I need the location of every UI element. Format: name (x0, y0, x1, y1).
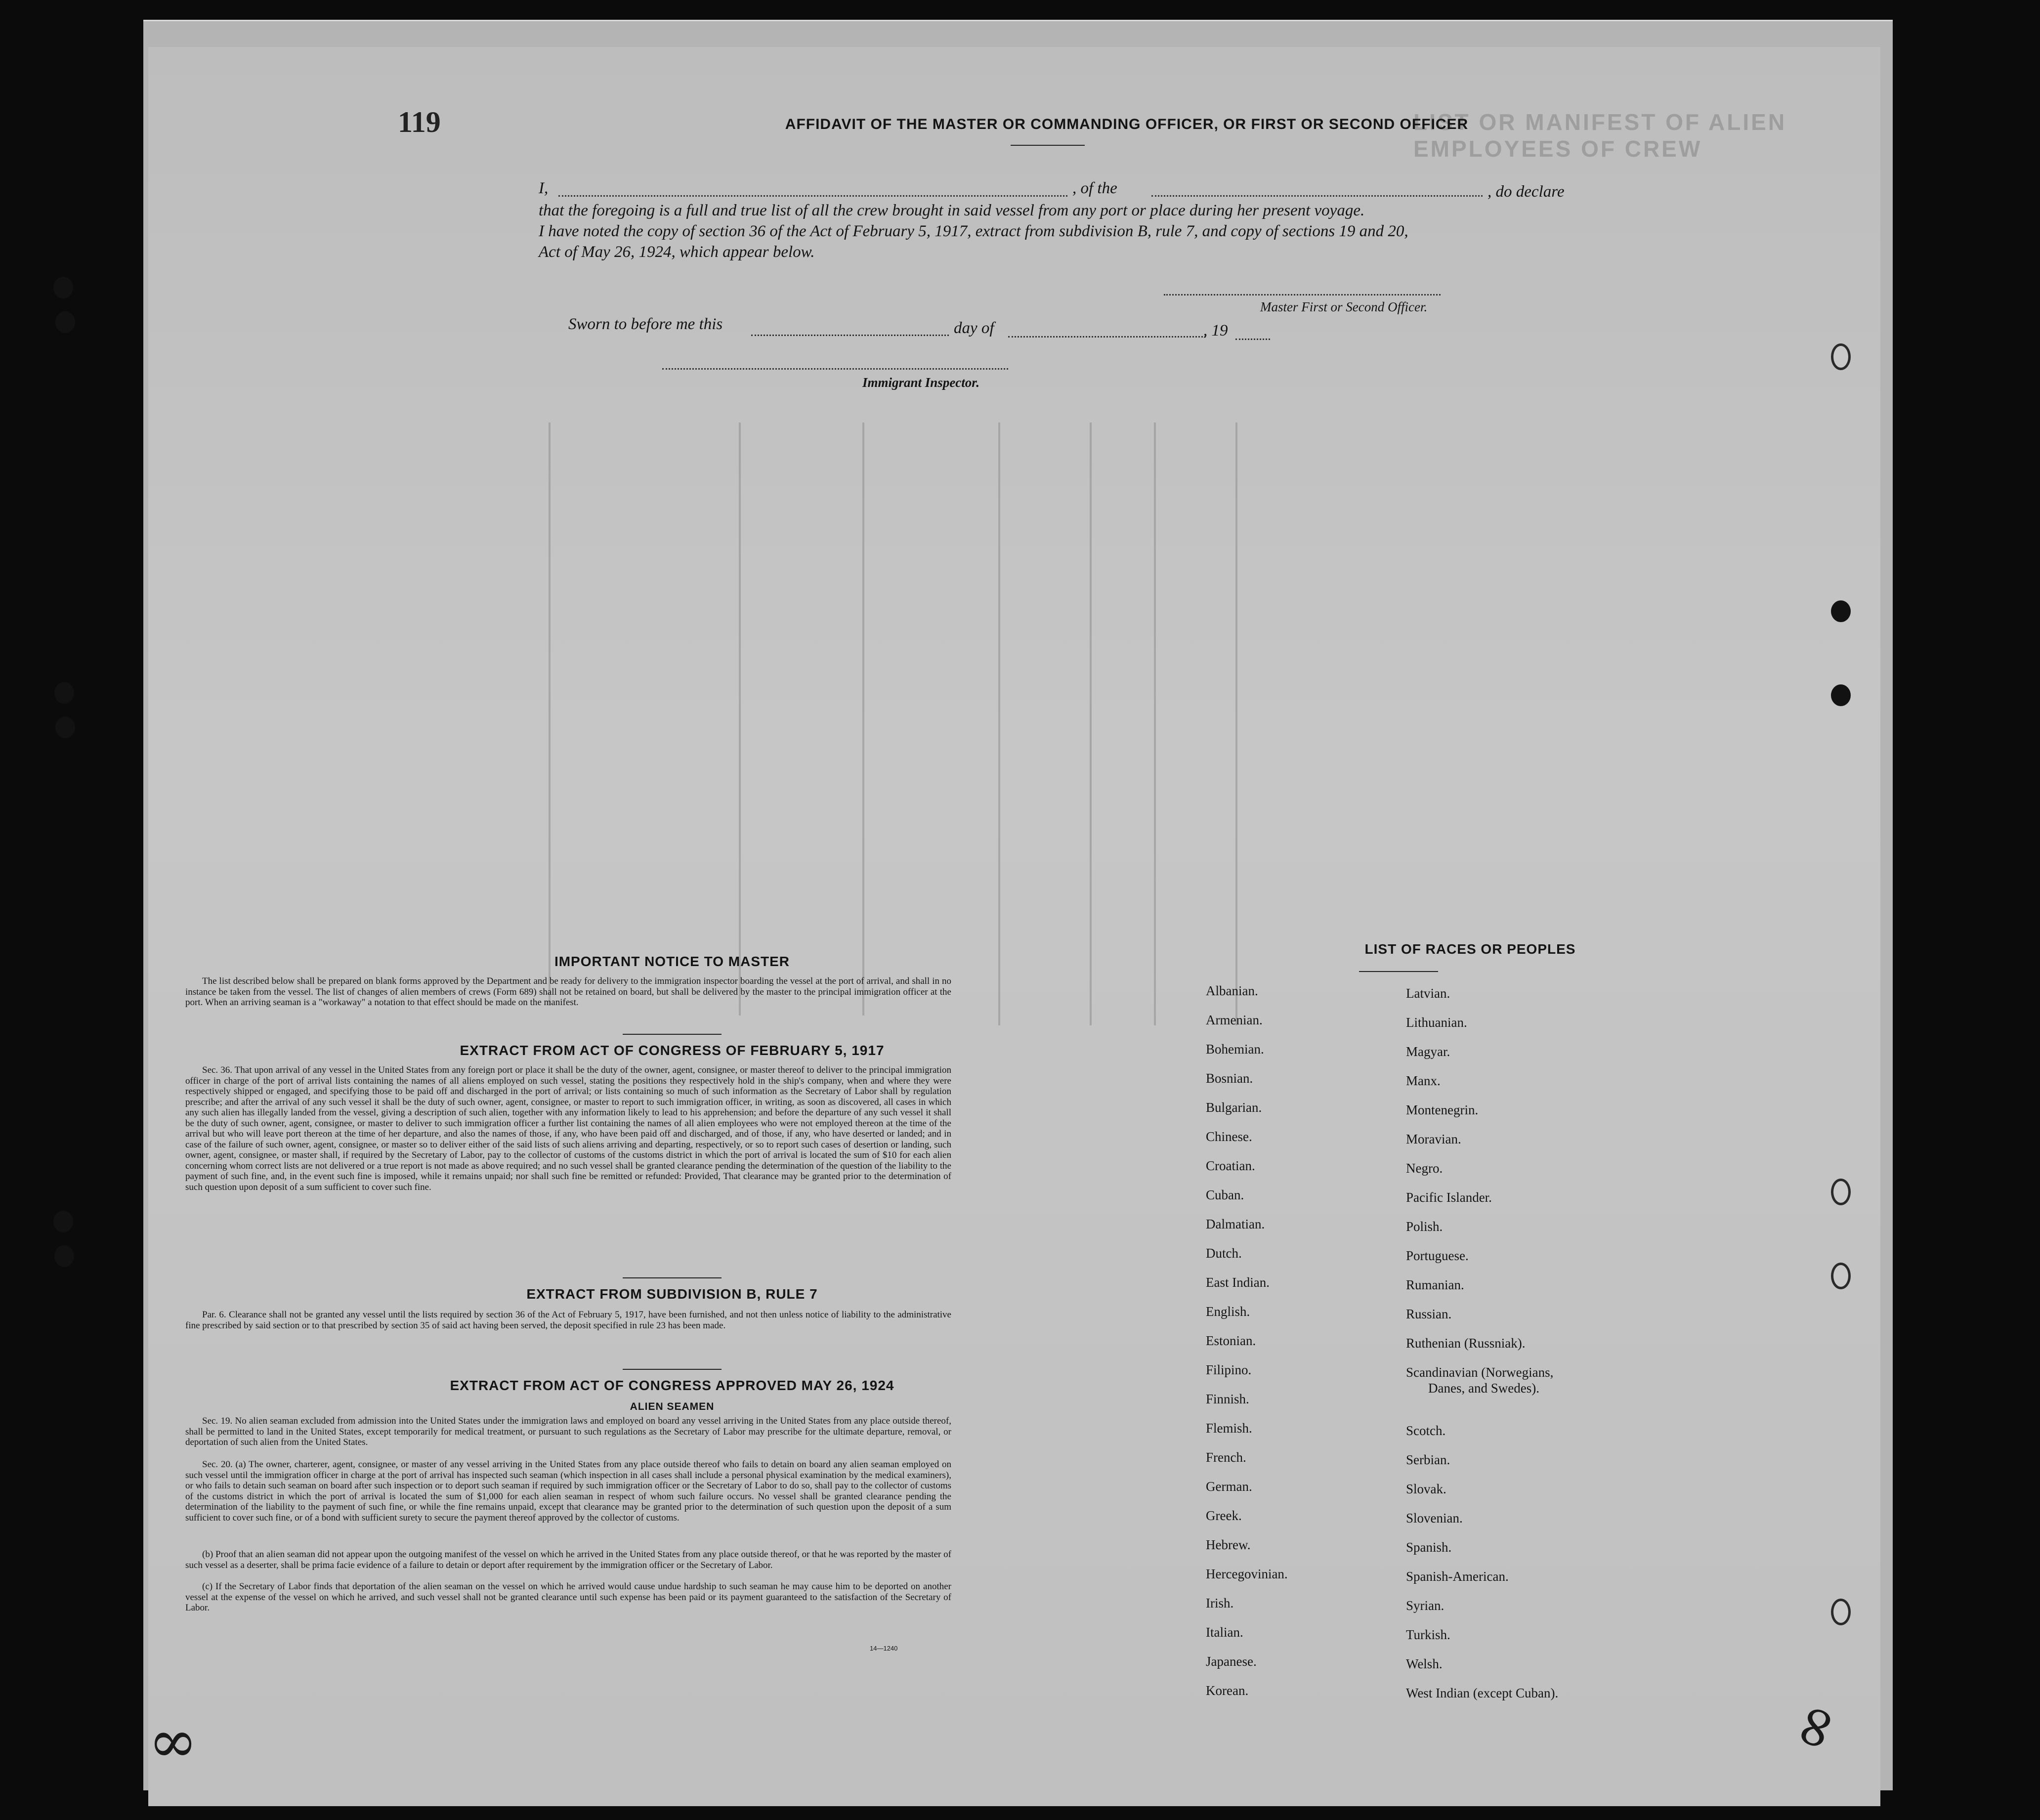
rule-7-text: Par. 6. Clearance shall not be granted any vessel until the lists required by section 36 of the Act of February 5, 1917, have been furnished, and not then unless notice of liability to the administrative fine prescribed by said section or to that prescribed by section 35 of said act having been served, the deposit specified in rule 23 has been made. (185, 1310, 951, 1331)
bleed-through-rule (1154, 423, 1156, 1025)
race-item: Slovak. (1406, 1481, 1446, 1496)
race-item: Serbian. (1406, 1452, 1450, 1467)
inspector-signature-line[interactable] (662, 368, 1008, 370)
bleed-through-heading: LIST OR MANIFEST OF ALIEN EMPLOYEES OF CREW (1413, 109, 1787, 162)
divider (1011, 145, 1085, 146)
race-item: Armenian. (1206, 1013, 1263, 1027)
race-item: Irish. (1206, 1596, 1234, 1610)
race-item: Ruthenian (Russniak). (1406, 1336, 1526, 1351)
bleed-through-rule (549, 423, 551, 1006)
race-item: Estonian. (1206, 1333, 1256, 1348)
race-item: Magyar. (1406, 1044, 1450, 1059)
form-number: 14—1240 (870, 1645, 898, 1652)
handwritten-mark: ∞ (1773, 1692, 1855, 1762)
punch-hole (1831, 600, 1851, 622)
race-item: Bosnian. (1206, 1071, 1253, 1086)
handwritten-mark: ∞ (148, 1707, 198, 1776)
race-item: Scandinavian (Norwegians, (1406, 1365, 1554, 1380)
race-item: Japanese. (1206, 1654, 1257, 1669)
notice-text: The list described below shall be prepared on blank forms approved by the Department and be ready for delivery to the immigration inspector boarding the vessel at the port of arrival, and shall in no instance be taken from the vessel. The list of changes of alien members of crews (Form 689) shall not be retained on board, but shall be delivered by the master to the principal immigration officer at the port. When an arriving seaman is a "workaway" a notation to that effect should be made on the manifest. (185, 976, 951, 1008)
affidavit-title: AFFIDAVIT OF THE MASTER OR COMMANDING OFFICER, OR FIRST OR SECOND OFFICER (785, 116, 1469, 132)
alien-seamen-subtitle: ALIEN SEAMEN (630, 1401, 715, 1412)
affidavit-page (148, 47, 1880, 1806)
race-item: Croatian. (1206, 1158, 1255, 1173)
affidavit-do-declare: , do declare (1488, 183, 1565, 201)
race-item: Dutch. (1206, 1246, 1242, 1261)
punch-hole (54, 682, 74, 704)
race-item: Danes, and Swedes). (1428, 1381, 1539, 1396)
race-item: West Indian (except Cuban). (1406, 1686, 1559, 1700)
punch-hole (53, 277, 73, 298)
race-item: Negro. (1406, 1161, 1443, 1176)
race-item: Cuban. (1206, 1187, 1244, 1202)
race-item: Finnish. (1206, 1392, 1249, 1406)
bleed-through-rule (739, 423, 741, 1016)
affidavit-line-2: that the foregoing is a full and true list of all the crew brought in said vessel from any port or place during her present voyage. (539, 202, 1365, 219)
punch-hole (54, 1245, 74, 1267)
race-item: Bohemian. (1206, 1042, 1264, 1057)
extract-1917-title: EXTRACT FROM ACT OF CONGRESS OF FEBRUARY 5, 1917 (460, 1043, 885, 1058)
race-item: Korean. (1206, 1683, 1249, 1698)
race-item: Moravian. (1406, 1132, 1461, 1146)
bleed-through-rule (998, 423, 1000, 1025)
master-signature-label: Master First or Second Officer. (1260, 299, 1428, 314)
race-item: Polish. (1406, 1219, 1443, 1234)
vessel-blank[interactable] (1151, 195, 1483, 197)
bleed-through-rule (862, 423, 864, 1016)
notice-title: IMPORTANT NOTICE TO MASTER (554, 954, 790, 969)
sworn-day-blank[interactable] (751, 335, 949, 336)
day-of-label: day of (954, 319, 994, 337)
master-signature-line[interactable] (1164, 294, 1441, 296)
race-item: French. (1206, 1450, 1246, 1465)
affidavit-line-4: Act of May 26, 1924, which appear below. (539, 243, 815, 261)
divider (1359, 971, 1438, 972)
year-prefix: , 19 (1203, 322, 1228, 339)
punch-hole (1831, 684, 1851, 706)
race-item: Latvian. (1406, 986, 1450, 1001)
divider (623, 1034, 722, 1035)
race-item: Turkish. (1406, 1627, 1450, 1642)
race-item: Greek. (1206, 1508, 1242, 1523)
race-item: Bulgarian. (1206, 1100, 1262, 1115)
extract-1917-text: Sec. 36. That upon arrival of any vessel in the United States from any foreign port or place it shall be the duty of the owner, agent, consignee, or master thereof to deliver to the principal immigration officer in charge of the port of arrival lists containing the names of all aliens employed on such vessel, stating the positions they respectively hold in the ship's company, when and where they were respectively shipped or engaged, and specifying those to be paid off and discharged in the port of arrival; or lists containing so much of such information as the Secretary of Labor shall by regulation prescribe; and after the arrival of any such vessel it shall be the duty of such owner, agent, consignee, or master to report to such immigration officer, in writing, as soon as discovered, all cases in which any such alien has illegally landed from the vessel, giving a description of such alien, together with any information likely to lead to his apprehension; and before the departure of any such vessel it shall be the duty of such owner, agent, consignee, or master to deliver to such immigration officer a further list containing the names of all alien employees who were not employed thereon at the time of the arrival but who will leave port thereon at the time of her departure, and also the names of those, if any, who have been paid off and discharged, and of those, if any, who have deserted or landed; and in case of the failure of such owner, agent, consignee, or master so to deliver either of the said lists of such aliens arriving and departing, respectively, or so to report such cases of desertion or landing, such owner, agent, consignee, or master shall, if required by the Secretary of Labor, pay to the collector of customs of the customs district in which the port of arrival is located the sum of $10 for each alien concerning whom correct lists are not delivered or a true report is not made as above required; and no such vessel shall be granted clearance pending the determination of the question of the liability to the payment of such fine, and, in the event such fine is imposed, while it remains unpaid; nor shall such fine be remitted or refunded: Provided, That clearance may be granted prior to the determination of such question upon deposit of a sum sufficient to cover such fine. (185, 1065, 951, 1192)
race-item: Scotch. (1406, 1423, 1446, 1438)
race-item: Syrian. (1406, 1598, 1445, 1613)
punch-hole (53, 1211, 73, 1232)
binder-ring (1831, 1179, 1851, 1205)
race-item: East Indian. (1206, 1275, 1270, 1290)
bleed-through-rule (1235, 423, 1237, 1025)
race-item: Chinese. (1206, 1129, 1252, 1144)
sworn-label: Sworn to before me this (568, 315, 723, 333)
race-item: Portuguese. (1406, 1248, 1469, 1263)
race-item: Welsh. (1406, 1656, 1443, 1671)
section-20a-text: Sec. 20. (a) The owner, charterer, agent, consignee, or master of any vessel arriving in the United States from any place outside thereof who fails to detain on board any alien seaman employed on such vessel until the immigration officer in charge at the port of arrival has inspected such seaman (which inspection in all cases shall include a personal physical examination by the medical examiners), or who fails to detain such seaman on board after such inspection or to deport such seaman if required by such immigration officer or the Secretary of Labor to do so, shall pay to the collector of customs of the customs district in which the port of arrival is located the sum of $1,000 for each alien seaman in respect of whom such failure occurs. No vessel shall be granted clearance pending the determination of the liability to the payment of such fine, or while the fine remains unpaid, except that clearance may be granted prior to the determination of such question upon the deposit of a sum sufficient to cover such fine, or of a bond with sufficient surety to secure the payment thereof approved by the collector of customs. (185, 1459, 951, 1523)
affidavit-line-3: I have noted the copy of section 36 of the Act of February 5, 1917, extract from subdivision B, rule 7, and copy of sections 19 and 20, (539, 222, 1408, 240)
page-number-stamp: 119 (398, 106, 441, 138)
punch-hole (55, 717, 75, 738)
race-item: English. (1206, 1304, 1250, 1319)
race-item: Slovenian. (1406, 1511, 1463, 1525)
race-item: Hebrew. (1206, 1537, 1251, 1552)
binder-ring (1831, 343, 1851, 370)
race-item: Spanish-American. (1406, 1569, 1509, 1584)
race-item: Pacific Islander. (1406, 1190, 1492, 1205)
race-item: Spanish. (1406, 1540, 1452, 1555)
extract-1924-title: EXTRACT FROM ACT OF CONGRESS APPROVED MAY 26, 1924 (450, 1378, 894, 1393)
sworn-month-blank[interactable] (1008, 336, 1206, 338)
binder-ring (1831, 1599, 1851, 1625)
divider (623, 1369, 722, 1370)
punch-hole (55, 311, 75, 333)
inspector-signature-label: Immigrant Inspector. (862, 375, 980, 390)
divider (623, 1277, 722, 1278)
bleed-through-rule (1090, 423, 1092, 1025)
race-item: Dalmatian. (1206, 1217, 1265, 1231)
sworn-year-blank[interactable] (1235, 339, 1270, 340)
name-blank[interactable] (558, 195, 1067, 197)
affidavit-of-the: , of the (1072, 179, 1117, 197)
race-item: Filipino. (1206, 1362, 1252, 1377)
race-item: Manx. (1406, 1073, 1441, 1088)
race-item: Montenegrin. (1406, 1102, 1479, 1117)
race-item: Russian. (1406, 1307, 1452, 1321)
affidavit-i-label: I, (539, 179, 549, 197)
race-item: Lithuanian. (1406, 1015, 1467, 1030)
race-item: Albanian. (1206, 983, 1258, 998)
section-20c-text: (c) If the Secretary of Labor finds that deportation of the alien seaman on the vessel on which he arrived would cause undue hardship to such seaman he may cause him to be deported on another vessel at the expense of the vessel on which he arrived, and such vessel shall not be granted clearance until such expense has been paid or its payment guaranteed to the satisfaction of the Secretary of Labor. (185, 1581, 951, 1613)
section-19-text: Sec. 19. No alien seaman excluded from admission into the United States under the immigration laws and employed on board any vessel arriving in the United States from any place outside thereof, shall be permitted to land in the United States, except temporarily for medical treatment, or pursuant to such regulations as the Secretary of Labor may prescribe for the ultimate departure, removal, or deportation of such alien from the United States. (185, 1416, 951, 1447)
race-item: Hercegovinian. (1206, 1566, 1288, 1581)
rule-7-title: EXTRACT FROM SUBDIVISION B, RULE 7 (526, 1286, 818, 1302)
race-item: German. (1206, 1479, 1252, 1494)
section-20b-text: (b) Proof that an alien seaman did not appear upon the outgoing manifest of the vessel on which he arrived in the United States from any place outside thereof, or that he was reported by the master of such vessel as a deserter, shall be prima facie evidence of a failure to detain or deport after requirement by the immigration officer or the Secretary of Labor. (185, 1549, 951, 1570)
race-item: Flemish. (1206, 1421, 1252, 1436)
race-item: Italian. (1206, 1625, 1243, 1640)
race-item: Rumanian. (1406, 1277, 1464, 1292)
races-title: LIST OF RACES OR PEOPLES (1364, 941, 1576, 957)
binder-ring (1831, 1263, 1851, 1289)
